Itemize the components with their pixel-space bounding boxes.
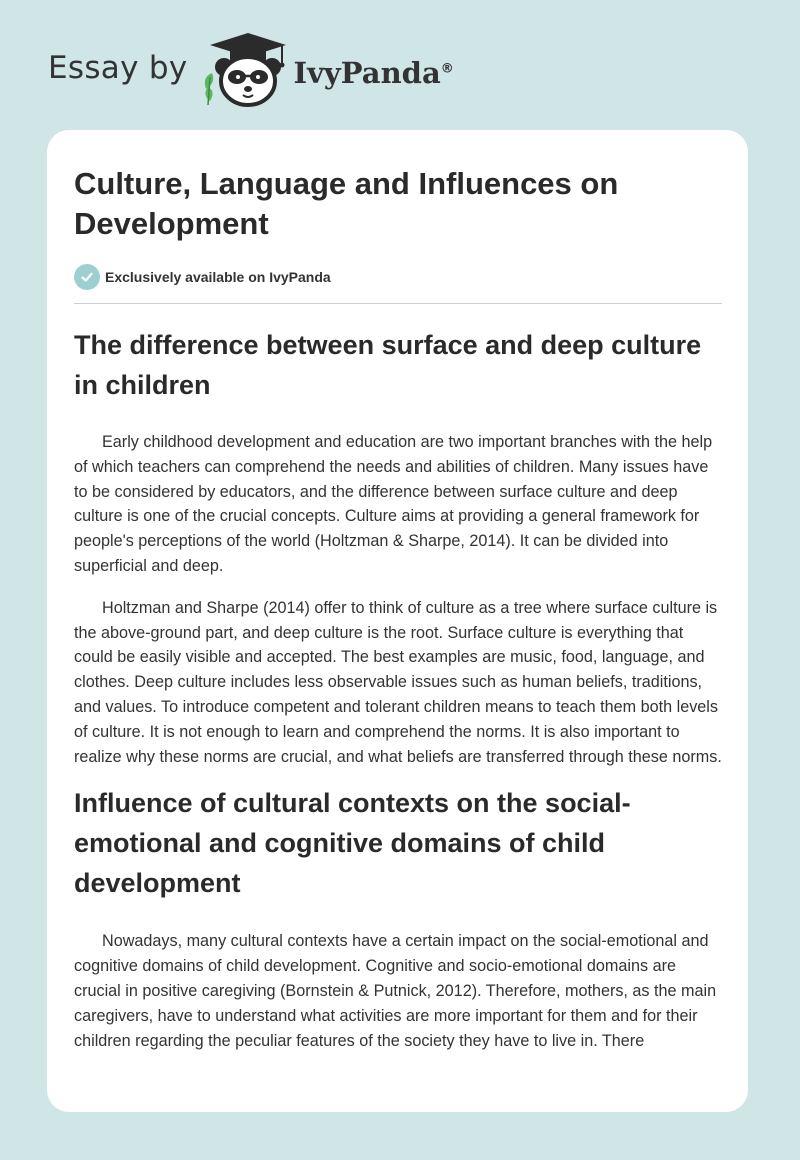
site-header: [48, 30, 454, 110]
badge-text: Exclusively available on IvyPanda: [105, 269, 331, 285]
brand-text: IvyPanda: [293, 56, 441, 90]
body-paragraph: Nowadays, many cultural contexts have a certain impact on the social-emotional and cognitive domains of child development. Cognitive and socio-emotional domains are crucial in positive caregiving (Bornstein & Putnick, 2012). Therefore, mothers, as the main caregivers, have to understand what activities are more important for them and for their children regarding the peculiar features of the society they have to live in. There: [74, 932, 717, 1050]
exclusive-badge: [74, 264, 722, 290]
checkmark-graphic: [80, 270, 94, 284]
panda-logo-icon[interactable]: [200, 29, 296, 111]
brand-name[interactable]: [294, 56, 454, 90]
panda-logo-graphic: [200, 29, 296, 111]
check-circle-icon: [74, 264, 100, 290]
section-heading: The difference between surface and deep culture in children: [74, 330, 702, 400]
essay-by-label: Essay by: [48, 50, 188, 86]
title-divider: [74, 303, 722, 304]
document-content: [74, 164, 722, 1053]
document-title: Culture, Language and Influences on Development: [74, 166, 619, 241]
body-paragraph: Holtzman and Sharpe (2014) offer to think of culture as a tree where surface culture is the above-ground part, and deep culture is the root. Surface culture is everything that could be easily visible and accepted. The best examples are music, food, language, and clothes. Deep culture includes less observable issues such as human beliefs, traditions, and values. To introduce competent and tolerant children means to teach them both levels of culture. It is not enough to learn and comprehend the norms. It is also important to realize why these norms are crucial, and what beliefs are transferred through these norms.: [74, 598, 722, 766]
body-paragraph: Early childhood development and education are two important branches with the help of which teachers can comprehend the needs and abilities of children. Many issues have to be considered by educators, and the difference between surface culture and deep culture is one of the crucial concepts. Culture aims at providing a general framework for people's perceptions of the world (Holtzman & Sharpe, 2014). It can be divided into superficial and deep.: [74, 433, 713, 575]
document-card: [47, 130, 748, 1112]
registered-mark: ®: [440, 61, 454, 77]
section-heading: Influence of cultural contexts on the social-emotional and cognitive domains of child development: [74, 788, 631, 899]
